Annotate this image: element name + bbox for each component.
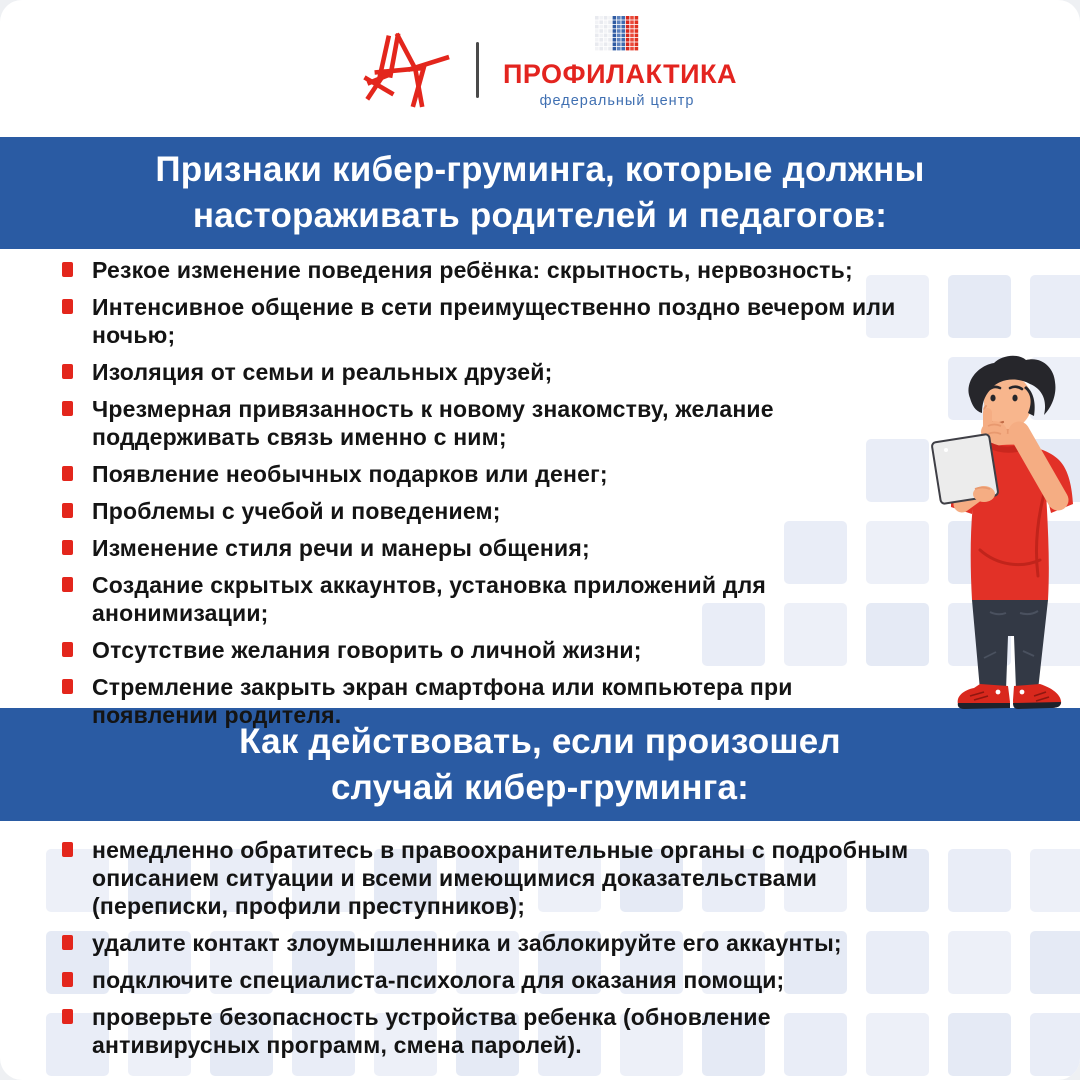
list-item: [62, 497, 914, 525]
list-item-text: Резкое изменение поведения ребёнка: скрытность, нервозность;: [92, 257, 853, 283]
bg-tile: [1030, 849, 1080, 912]
bg-tile: [1030, 275, 1080, 338]
list-item: [62, 929, 914, 957]
bg-tile: [948, 931, 1011, 994]
section1-title-line2: настораживать родителей и педагогов:: [192, 196, 888, 235]
section2-list: [62, 836, 914, 1068]
list-item-text: проверьте безопасность устройства ребенка (обновление антивирусных программ, смена паролей).: [92, 1004, 771, 1058]
bullet-square-icon: [62, 1009, 73, 1024]
thinking-man-illustration: [922, 352, 1080, 712]
bullet-square-icon: [62, 540, 73, 555]
bullet-square-icon: [62, 466, 73, 481]
bullet-square-icon: [62, 642, 73, 657]
bullet-square-icon: [62, 503, 73, 518]
brand-name: ПРОФИЛАКТИКА: [503, 59, 737, 89]
list-item-text: Чрезмерная привязанность к новому знакомству, желание поддерживать связь именно с ним;: [92, 396, 774, 450]
eye-right: [1012, 395, 1017, 402]
list-item: [62, 460, 914, 488]
list-item: [62, 836, 914, 920]
brand-subtitle: федеральный центр: [539, 93, 695, 109]
list-item: [62, 966, 914, 994]
bullet-square-icon: [62, 577, 73, 592]
bullet-square-icon: [62, 935, 73, 950]
brand-block: [503, 16, 737, 109]
list-item: [62, 293, 914, 349]
list-item-text: Отсутствие желания говорить о личной жизни;: [92, 637, 642, 663]
bullet-square-icon: [62, 299, 73, 314]
bg-tile: [948, 275, 1011, 338]
list-item-text: подключите специалиста-психолога для оказания помощи;: [92, 967, 785, 993]
list-item-text: Появление необычных подарков или денег;: [92, 461, 608, 487]
section2-title-line2: случай кибер-груминга:: [330, 767, 750, 807]
index-finger: [983, 408, 992, 436]
bg-tile: [948, 1013, 1011, 1076]
list-item-text: немедленно обратитесь в правоохранительные органы с подробным описанием ситуации и всеми имеющимися доказательствами (переписки, профили преступников);: [92, 837, 909, 919]
logo-divider: [476, 42, 479, 98]
list-item-text: удалите контакт злоумышленника и заблокируйте его аккаунты;: [92, 930, 842, 956]
shoe-right: [1013, 684, 1061, 709]
list-item-text: Стремление закрыть экран смартфона или компьютера при появлении родителя.: [92, 674, 793, 728]
bullet-square-icon: [62, 679, 73, 694]
list-item-text: Интенсивное общение в сети преимущественно поздно вечером или ночью;: [92, 294, 896, 348]
shoe-left: [958, 684, 1010, 709]
list-item-text: Создание скрытых аккаунтов, установка приложений для анонимизации;: [92, 572, 767, 626]
list-item: [62, 395, 914, 451]
section1-list: [62, 256, 914, 738]
bullet-square-icon: [62, 364, 73, 379]
list-item: [62, 1003, 914, 1059]
list-item-text: Проблемы с учебой и поведением;: [92, 498, 501, 524]
list-item-text: Изменение стиля речи и манеры общения;: [92, 535, 590, 561]
bg-tile: [1030, 1013, 1080, 1076]
header: [0, 0, 1080, 137]
list-item: [62, 636, 914, 664]
chair-line-art-icon: [356, 18, 450, 112]
bg-tile: [948, 849, 1011, 912]
bullet-square-icon: [62, 262, 73, 277]
list-item: [62, 256, 914, 284]
list-item: [62, 534, 914, 562]
profilaktika-mosaic-icon: [595, 16, 639, 52]
list-item: [62, 673, 914, 729]
pants: [972, 600, 1048, 690]
list-item-text: Изоляция от семьи и реальных друзей;: [92, 359, 553, 385]
bg-tile: [1030, 931, 1080, 994]
bullet-square-icon: [62, 842, 73, 857]
bullet-square-icon: [62, 401, 73, 416]
list-item: [62, 358, 914, 386]
eye-left: [990, 395, 995, 402]
section1-title-banner: [0, 137, 1080, 249]
section1-title-line1: Признаки кибер-груминга, которые должны: [155, 150, 925, 189]
bullet-square-icon: [62, 972, 73, 987]
section2-title-line1: Как действовать, если произошел: [239, 721, 841, 761]
list-item: [62, 571, 914, 627]
